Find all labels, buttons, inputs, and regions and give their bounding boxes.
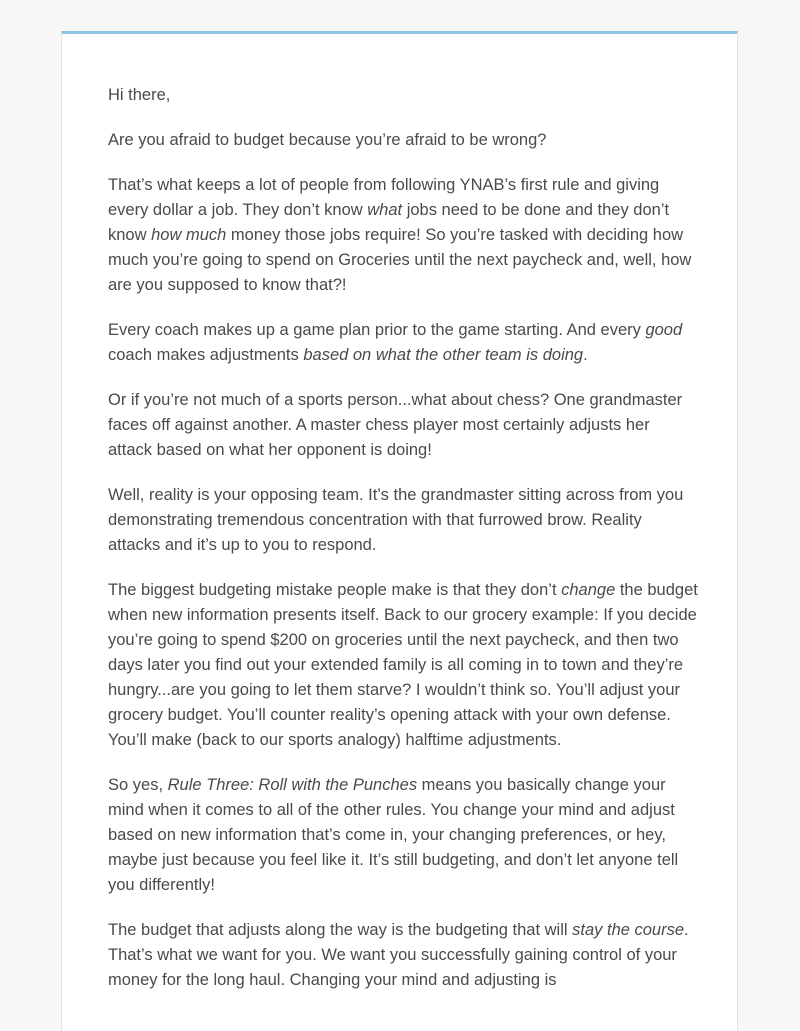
paragraph-6 [108,578,698,753]
paragraph-2-text-c: jobs need to be done and they don’t know [108,201,670,244]
paragraph-3-emphasis-other-team: based on what the other team is doing [303,346,584,364]
paragraph-7-emphasis-rule-three: Rule Three: Roll with the Punches [167,776,418,794]
paragraph-8 [108,918,698,993]
paragraph-1: Are you afraid to budget because you’re afraid to be wrong? [108,131,547,149]
paragraph-3-text-a: Every coach makes up a game plan prior to the game starting. And every [108,321,646,339]
paragraph-6-text-a: The biggest budgeting mistake people make is that they don’t [108,581,562,599]
paragraph-8-text-a: The budget that adjusts along the way is the budgeting that will [108,921,573,939]
email-body [108,83,698,1013]
paragraph-3-text-e: . [583,346,588,364]
paragraph-6-emphasis-change: change [561,581,616,599]
paragraph-3-text-c: coach makes adjustments [108,346,304,364]
paragraph-2-text-a: That’s what keeps a lot of people from following YNAB’s first rule and giving every dollar a job. They don’t know [108,176,660,219]
paragraph-8-emphasis-stay-the-course: stay the course [572,921,685,939]
paragraph-2-text-e: money those jobs require! So you’re tasked with deciding how much you’re going to spend on Groceries until the next paycheck and, well, how are you supposed to know that?! [108,226,692,294]
paragraph-2-emphasis-how-much: how much [151,226,227,244]
paragraph-7-text-c: means you basically change your mind when it comes to all of the other rules. You change your mind and adjust based on new information that’s come in, your changing preferences, or hey, maybe just because you feel like it. It’s still budgeting, and don’t let anyone tell you differently! [108,776,679,894]
paragraph-2 [108,173,698,298]
paragraph-8-text-c: . That’s what we want for you. We want you successfully gaining control of your money for the long haul. Changing your mind and adjusting is [108,921,689,989]
paragraph-7 [108,773,698,898]
paragraph-3-emphasis-good: good [645,321,683,339]
paragraph-6-text-c: the budget when new information presents itself. Back to our grocery example: If you decide you’re going to spend $200 on groceries until the next paycheck, and then two days later you find out your extended family is all coming in to town and they’re hungry...are you going to let them starve? I wouldn’t think so. You’ll adjust your grocery budget. You’ll counter reality’s opening attack with your own defense. You’ll make (back to our sports analogy) halftime adjustments. [108,581,698,749]
paragraph-4: Or if you’re not much of a sports person...what about chess? One grandmaster faces off against another. A master chess player most certainly adjusts her attack based on what her opponent is doing! [108,391,683,459]
email-card [61,31,738,1031]
paragraph-3 [108,318,698,368]
greeting: Hi there, [108,86,171,104]
paragraph-5: Well, reality is your opposing team. It’s the grandmaster sitting across from you demonstrating tremendous concentration with that furrowed brow. Reality attacks and it’s up to you to respond. [108,486,684,554]
paragraph-7-text-a: So yes, [108,776,168,794]
paragraph-2-emphasis-what: what [367,201,403,219]
